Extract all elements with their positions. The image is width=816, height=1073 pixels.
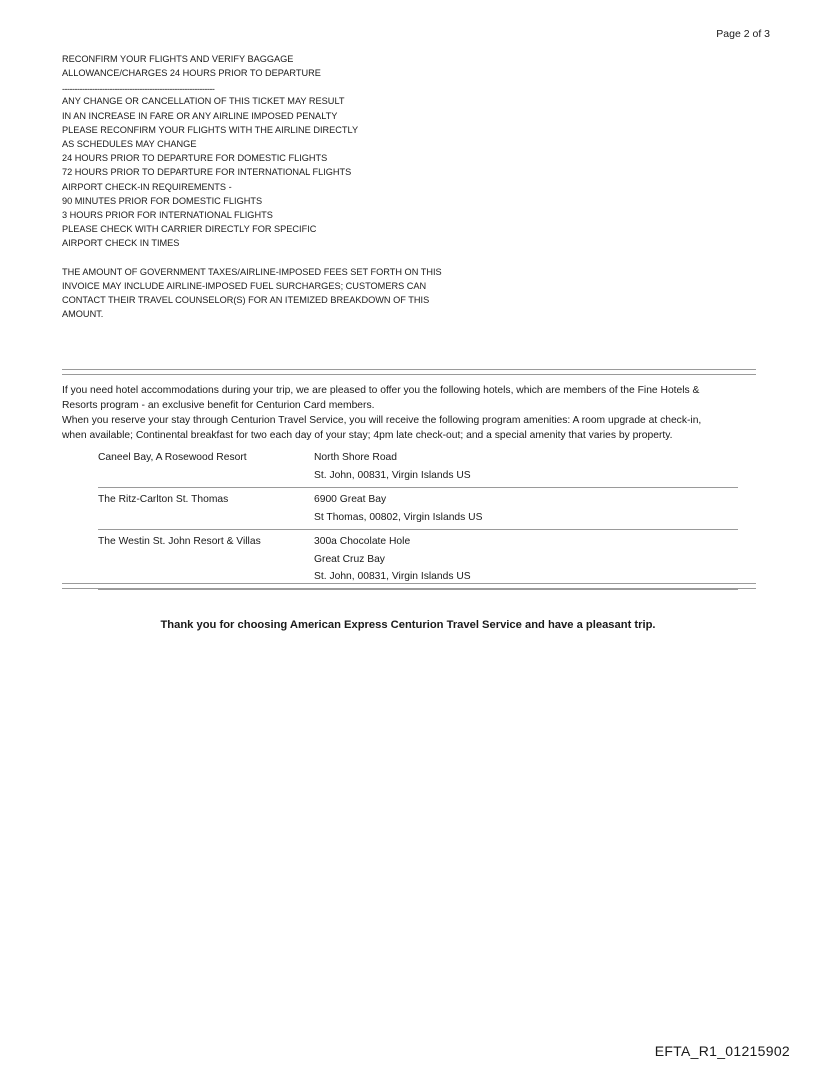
address-line: St. John, 00831, Virgin Islands US [314,469,471,481]
intro-line: If you need hotel accommodations during your trip, we are pleased to offer you the following hotels, which are members of the Fine Hotels & [62,385,700,396]
notes-line: IN AN INCREASE IN FARE OR ANY AIRLINE IMPOSED PENALTY [62,110,338,121]
address-line: Great Cruz Bay [314,553,385,565]
address-line: 300a Chocolate Hole [314,536,411,547]
notes-line: 90 MINUTES PRIOR FOR DOMESTIC FLIGHTS [62,195,263,206]
hotel-name: Caneel Bay, A Rosewood Resort [98,449,314,488]
thank-you-message: Thank you for choosing American Express Centurion Travel Service and have a pleasant trip. [160,619,656,631]
page-number: Page 2 of 3 [716,28,770,40]
notes-line: AIRPORT CHECK-IN REQUIREMENTS - [62,181,232,192]
notes-line: INVOICE MAY INCLUDE AIRLINE-IMPOSED FUEL SURCHARGES; CUSTOMERS CAN [62,280,427,291]
hotel-name: The Westin St. John Resort & Villas [98,530,314,590]
notes-line: AMOUNT. [62,309,104,320]
hotel-address [314,449,738,488]
divider-top [62,369,756,375]
hotel-row [98,449,738,488]
intro-line: when available; Continental breakfast for two each day of your stay; 4pm late check-out; and a special amenity that varies by property. [62,430,673,441]
separator-dashes: ------------------------------------------------------------- [62,84,215,95]
address-line: St. John, 00831, Virgin Islands US [314,571,471,582]
notes-line: RECONFIRM YOUR FLIGHTS AND VERIFY BAGGAGE [62,54,294,64]
notes-line: PLEASE RECONFIRM YOUR FLIGHTS WITH THE AIRLINE DIRECTLY [62,124,359,135]
hotel-name: The Ritz-Carlton St. Thomas [98,488,314,530]
ticket-notes [62,52,522,321]
document-id: EFTA_R1_01215902 [654,1043,790,1059]
notes-line: PLEASE CHECK WITH CARRIER DIRECTLY FOR SPECIFIC [62,224,317,235]
notes-line: CONTACT THEIR TRAVEL COUNSELOR(S) FOR AN ITEMIZED BREAKDOWN OF THIS [62,295,430,306]
hotel-intro [62,383,762,443]
notes-line: AIRPORT CHECK IN TIMES [62,238,180,249]
hotel-row [98,530,738,590]
divider-bottom [62,583,756,589]
notes-line: 72 HOURS PRIOR TO DEPARTURE FOR INTERNATIONAL FLIGHTS [62,167,352,178]
notes-line: THE AMOUNT OF GOVERNMENT TAXES/AIRLINE-IMPOSED FEES SET FORTH ON THIS [62,266,442,277]
hotel-address [314,488,738,530]
hotel-list [98,449,738,590]
hotel-row [98,488,738,530]
intro-line: Resorts program - an exclusive benefit for Centurion Card members. [62,400,375,411]
notes-line: 24 HOURS PRIOR TO DEPARTURE FOR DOMESTIC FLIGHTS [62,153,328,164]
notes-line: 3 HOURS PRIOR FOR INTERNATIONAL FLIGHTS [62,210,273,221]
hotel-address [314,530,738,590]
notes-line: AS SCHEDULES MAY CHANGE [62,139,197,150]
notes-line: ALLOWANCE/CHARGES 24 HOURS PRIOR TO DEPARTURE [62,68,321,79]
address-line: North Shore Road [314,452,397,463]
address-line: St Thomas, 00802, Virgin Islands US [314,511,483,523]
address-line: 6900 Great Bay [314,494,387,505]
notes-line: ANY CHANGE OR CANCELLATION OF THIS TICKET MAY RESULT [62,96,345,107]
intro-line: When you reserve your stay through Centurion Travel Service, you will receive the following program amenities: A room upgrade at check-in, [62,415,702,426]
